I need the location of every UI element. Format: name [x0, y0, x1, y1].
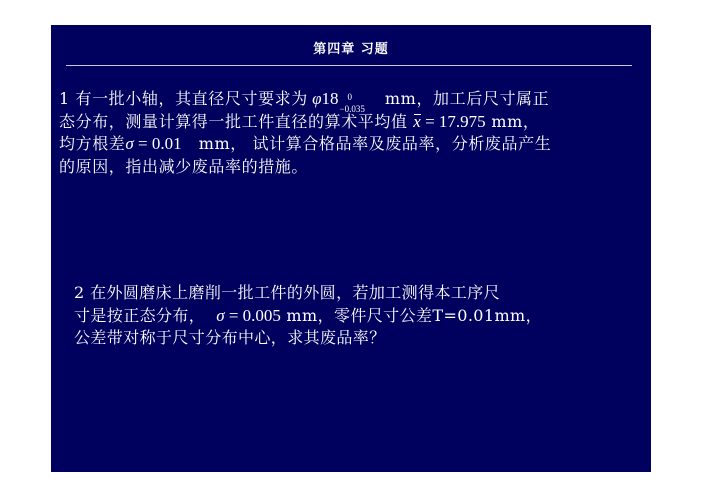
- problem-1: [59, 88, 641, 178]
- problem-1-line-1: [59, 88, 641, 114]
- title-divider: [66, 65, 632, 66]
- sigma-expression: [125, 134, 181, 153]
- mean-symbol: x: [413, 111, 421, 134]
- upper-deviation: 0: [347, 91, 353, 102]
- tolerance-stack: [339, 89, 374, 114]
- lower-deviation: −0.035: [339, 103, 365, 114]
- slide: [51, 25, 651, 472]
- diameter-spec: [308, 89, 339, 108]
- problem-1-line-2-tail: mm，: [491, 111, 540, 131]
- problem-1-lead: 1 有一批小轴，其直径尺寸要求为: [59, 89, 308, 108]
- sigma-symbol-2: σ: [216, 305, 225, 325]
- problem-2-line-2-tail: mm，零件尺寸公差T=0.01mm，: [286, 305, 543, 325]
- problem-1-line-4: 的原因，指出减少废品率的措施。: [59, 156, 309, 176]
- nominal-diameter: 18: [321, 89, 339, 108]
- problem-2-line-2: [74, 305, 634, 328]
- mean-value: = 17.975: [425, 111, 486, 131]
- phi-symbol: φ: [312, 89, 322, 108]
- problem-2-line-3: 公差带对称于尺寸分布中心，求其废品率？: [74, 328, 386, 347]
- problem-1-line-3-tail: mm， 试计算合格品率及废品率，分析废品产生: [198, 134, 552, 153]
- page-title: 第四章 习题: [313, 42, 389, 57]
- problem-1-line-3: [59, 133, 641, 156]
- sigma-symbol: σ: [125, 134, 134, 153]
- mean-expression: [413, 112, 485, 131]
- sigma-expression-2: [216, 306, 281, 325]
- problem-1-line-3-head: 均方根差: [59, 134, 126, 153]
- sigma-value-2: = 0.005: [228, 305, 281, 325]
- sigma-value: = 0.01: [138, 134, 182, 153]
- problem-1-line-1-tail: mm，加工后尺寸属正: [384, 89, 550, 108]
- problem-1-line-2-head: 态分布，测量计算得一批工件直径的算术平均值: [59, 111, 408, 131]
- problem-2-line-2-head: 寸是按正态分布，: [74, 305, 206, 325]
- problem-2: [74, 282, 634, 350]
- problem-2-line-1: 2 在外圆磨床上磨削一批工件的外圆，若加工测得本工序尺: [74, 283, 501, 302]
